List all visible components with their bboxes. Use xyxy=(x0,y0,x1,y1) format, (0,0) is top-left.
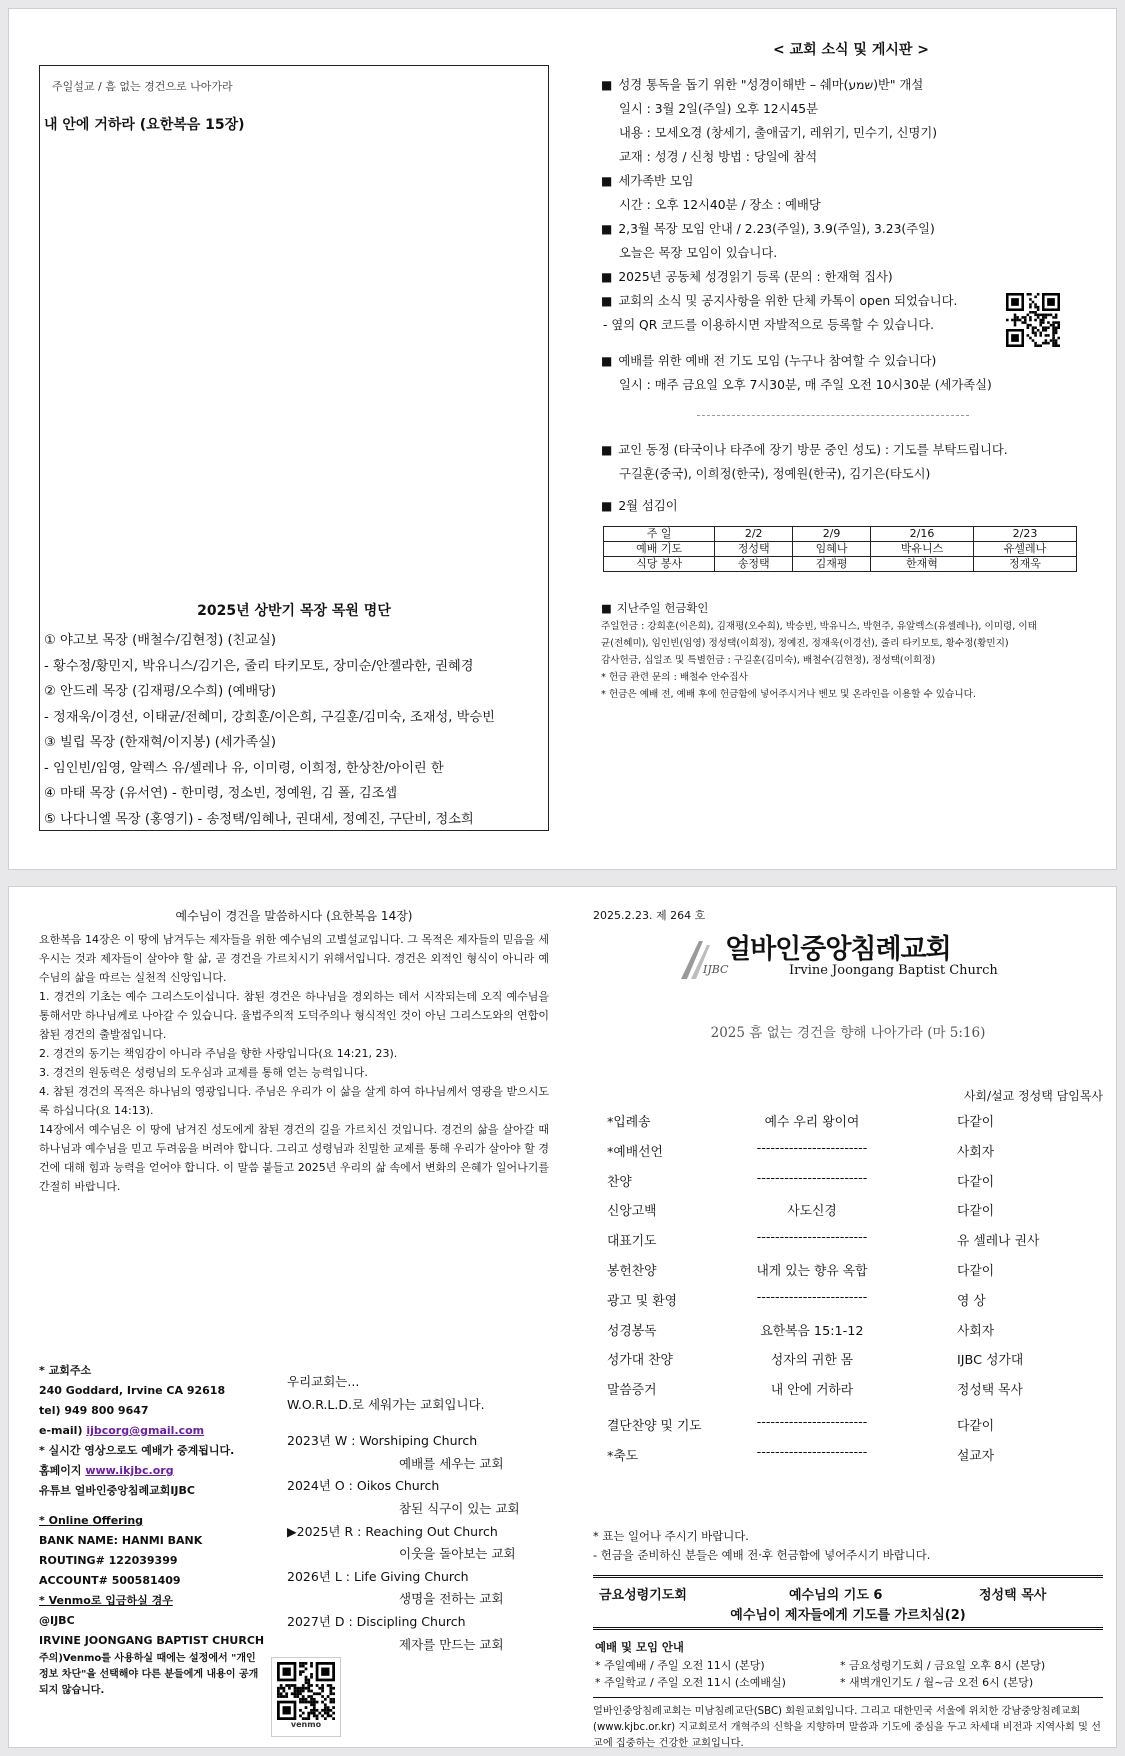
order-cell: *예배선언 xyxy=(607,1144,663,1160)
online-offering-label: * Online Offering xyxy=(39,1511,279,1531)
offering-lines xyxy=(601,618,1101,703)
serve-title: ■ 2월 섬김이 xyxy=(601,494,1101,518)
order-cell: 내게 있는 향유 옥합 xyxy=(756,1263,868,1279)
serve-row xyxy=(604,527,1077,542)
order-cell: 요한복음 15:1-12 xyxy=(760,1323,864,1339)
live-stream-note: * 실시간 영상으로도 예배가 중계됩니다. xyxy=(39,1441,279,1461)
prayer-series: 예수님의 기도 6 xyxy=(789,1588,883,1603)
address-label: * 교회주소 xyxy=(39,1361,279,1381)
order-cell: ------------------------ xyxy=(756,1170,868,1186)
order-cell: 다같이 xyxy=(957,1263,995,1279)
order-cell: 정성택 목사 xyxy=(957,1383,1023,1399)
serve-cell: 정성택 xyxy=(715,542,793,557)
news-item: ■ 2025년 공동체 성경읽기 등록 (문의 : 한재혁 집사) xyxy=(601,265,1101,289)
issue-number: 2025.2.23. 제 264 호 xyxy=(593,909,706,922)
column-title: 예수님이 경건을 말씀하시다 (요한복음 14장) xyxy=(175,909,413,923)
offering-title: ■ 지난주일 헌금확인 xyxy=(601,598,1101,618)
world-year: 2026년 L : Life Giving Church xyxy=(287,1568,469,1584)
serve-table xyxy=(603,526,1077,572)
worship-bulletin xyxy=(593,907,1103,1749)
schedule-item: * 주일학교 / 주일 오전 11시 (소예배실) xyxy=(595,1676,786,1689)
serve-cell: 한재혁 xyxy=(870,557,973,572)
order-row xyxy=(607,1290,1101,1320)
dashed-divider xyxy=(697,415,969,416)
order-row xyxy=(607,1171,1101,1201)
venmo-label: * Venmo로 입금하실 경우 xyxy=(39,1591,279,1611)
order-row xyxy=(607,1260,1101,1290)
youtube-channel: 유튜브 얼바인중앙침례교회IJBC xyxy=(39,1484,195,1497)
roster-line: ④ 마태 목장 (유서연) - 한미령, 정소빈, 정예원, 김 폴, 김조셉 xyxy=(44,786,398,801)
column-paragraph: 14장에서 예수님은 이 땅에 남겨진 성도에게 참된 경건의 길을 가르치신 것입니다. 경건의 삶을 살아갈 때 하나님과 예수님을 믿고 두려움을 버려야 합니다. 그리고 성령님과 친밀한 교제를 통해 우리가 살아야 할 경건에 대해 힘과 능력을 얻어야 합니다. 이 말씀 붙들고 2025년 우리의 삶 속에서 변화의 은혜가 일어나기를 간절히 바랍니다. xyxy=(39,1123,549,1193)
order-cell: 결단찬양 및 기도 xyxy=(607,1419,702,1435)
world-vision xyxy=(287,1371,547,1656)
order-cell: ------------------------ xyxy=(756,1444,868,1460)
news-item: 일시 : 3월 2일(주일) 오후 12시45분 xyxy=(619,102,819,116)
world-desc: 생명을 전하는 교회 xyxy=(399,1591,504,1607)
column-paragraph: 3. 경건의 원동력은 성령님의 도우심과 교제를 통해 얻는 능력입니다. xyxy=(39,1066,368,1079)
order-cell: 유 셀레나 권사 xyxy=(957,1234,1040,1250)
order-cell: ------------------------ xyxy=(756,1415,868,1431)
column-paragraph: 2. 경건의 동기는 책임감이 아니라 주님을 향한 사랑입니다(요 14:21, 23). xyxy=(39,1047,398,1060)
schedule xyxy=(595,1639,1103,1691)
yearly-theme: 2025 흠 없는 경건을 향해 나아가라 (마 5:16) xyxy=(710,1025,986,1041)
order-cell: 신앙고백 xyxy=(607,1204,657,1220)
prayer-subtitle: 예수님이 제자들에게 기도를 가르치심(2) xyxy=(730,1608,966,1623)
venmo-qr-label: venmo xyxy=(290,1720,322,1729)
order-cell: 광고 및 환영 xyxy=(607,1293,677,1309)
news-item: 내용 : 모세오경 (창세기, 출애굽기, 레위기, 민수기, 신명기) xyxy=(619,126,938,140)
news-item: 일시 : 매주 금요일 오후 7시30분, 매 주일 오전 10시30분 (세가족실) xyxy=(619,378,992,392)
order-cell: 예수 우리 왕이여 xyxy=(764,1115,860,1130)
world-items xyxy=(287,1430,547,1656)
news-item: 교재 : 성경 / 신청 방법 : 당일에 참석 xyxy=(619,150,818,164)
email-prefix: e-mail) xyxy=(39,1424,87,1437)
friday-prayer-box xyxy=(593,1575,1103,1630)
worship-note: * 표는 일어나 주시기 바랍니다. xyxy=(593,1529,749,1543)
order-row xyxy=(607,1320,1101,1350)
order-cell: ------------------------ xyxy=(756,1140,868,1156)
order-cell: 다같이 xyxy=(957,1174,995,1190)
homepage-link[interactable]: www.ikjbc.org xyxy=(85,1464,174,1477)
kakao-qr-code xyxy=(1006,293,1060,347)
roster-line: - 정재욱/이경선, 이태균/전혜미, 강희훈/이은희, 구길훈/김미숙, 조재성, 박승빈 xyxy=(44,709,495,725)
news-item: 오늘은 목장 모임이 있습니다. xyxy=(619,246,778,260)
bulletin-outer-page xyxy=(8,886,1117,1748)
column-paragraph: 4. 참된 경건의 목적은 하나님의 영광입니다. 주님은 우리가 이 삶을 살게 하여 하나님께서 영광을 받으시도록 하십니다(요 14:13). xyxy=(39,1085,549,1117)
order-cell: 봉헌찬양 xyxy=(607,1263,657,1279)
church-name-english: Irvine Joongang Baptist Church xyxy=(789,963,998,978)
roster-line: - 임인빈/임영, 알렉스 유/셀레나 유, 이미령, 이희정, 한상찬/아이린 한 xyxy=(44,760,444,776)
pastor-column xyxy=(39,907,549,1196)
news-item: 구길훈(중국), 이희정(한국), 정예원(한국), 김기은(타도시) xyxy=(619,467,931,481)
order-row xyxy=(607,1141,1101,1171)
offering-line: 균(전혜미), 임인빈(임영) 정성택(이희정), 정예진, 정재욱(이경선), 줄리 타키모토, 황수정(황민지) xyxy=(601,638,1009,649)
order-cell: *입례송 xyxy=(607,1115,651,1130)
serve-cell: 2/16 xyxy=(870,527,973,542)
order-row xyxy=(607,1379,1101,1415)
routing-number: ROUTING# 122039399 xyxy=(39,1554,178,1567)
world-desc: 이웃을 돌아보는 교회 xyxy=(399,1546,516,1562)
column-paragraph: 1. 경건의 기초는 예수 그리스도이십니다. 참된 경건은 하나님을 경외하는 데서 시작되는데 오직 예수님을 통해서만 하나님께로 나아갈 수 있습니다. 율법주의적 도덕주의나 형식적인 것이 아닌 그리스도와의 연합이 참된 경건의 출발점입니다. xyxy=(39,990,549,1041)
venmo-qr-card xyxy=(271,1657,341,1737)
email-link[interactable]: ijbcorg@gmail.com xyxy=(86,1424,205,1437)
serve-cell: 김재평 xyxy=(793,557,871,572)
order-row xyxy=(607,1200,1101,1230)
church-description: 얼바인중앙침례교회는 미남침례교단(SBC) 회원교회입니다. 그리고 대한민국 서울에 위치한 강남중앙침례교회(www.kjbc.or.kr) 지교회로서 개혁주의 신학을 지향하며 말씀과 기도에 중심을 두고 차세대 비전과 지역사회 및 선교에 집중하는 건강한 교회입니다. xyxy=(593,1697,1103,1752)
telephone: tel) 949 800 9647 xyxy=(39,1404,149,1417)
serve-row xyxy=(604,557,1077,572)
bank-name: BANK NAME: HANMI BANK xyxy=(39,1534,203,1547)
news-item: 시간 : 오후 12시40분 / 장소 : 예배당 xyxy=(619,198,821,212)
church-name-korean: 얼바인중앙침례교회 xyxy=(725,934,951,965)
worship-note: - 헌금을 준비하신 분들은 예배 전·후 헌금함에 넣어주시기 바랍니다. xyxy=(593,1548,931,1562)
worship-notes xyxy=(593,1527,930,1565)
order-cell: ------------------------ xyxy=(756,1230,868,1246)
order-cell: 다같이 xyxy=(957,1204,995,1220)
schedule-title: 예배 및 모임 안내 xyxy=(595,1640,684,1654)
news-block-2 xyxy=(601,349,1101,397)
order-row xyxy=(607,1445,1101,1475)
order-cell: 성가대 찬양 xyxy=(607,1353,673,1369)
order-cell: 내 안에 거하라 xyxy=(770,1383,854,1399)
serve-cell: 임혜나 xyxy=(793,542,871,557)
account-number: ACCOUNT# 500581409 xyxy=(39,1574,181,1587)
bulletin-inner-page xyxy=(8,8,1117,870)
column-paragraph: 요한복음 14장은 이 땅에 남겨두는 제자들을 위한 예수님의 고별설교입니다. 그 목적은 제자들의 믿음을 세우시는 것과 제자들이 살아야 할 삶, 곧 경건을 가르치시기 위해서입니다. 경건은 외적인 형식이 아니라 예수님의 삶을 따르는 실천적 신앙입니다. xyxy=(39,933,549,984)
world-desc: 제자를 만드는 교회 xyxy=(399,1636,504,1652)
email-row xyxy=(39,1421,279,1441)
world-year: 2027년 D : Discipling Church xyxy=(287,1613,466,1629)
serve-cell: 2/2 xyxy=(715,527,793,542)
venmo-note: 주의)Venmo를 사용하실 때에는 설정에서 "개인정보 차단"을 선택해야 다른 분들에게 내용이 공개되지 않습니다. xyxy=(39,1653,259,1696)
order-cell: 사도신경 xyxy=(787,1204,837,1220)
world-year: 2024년 O : Oikos Church xyxy=(287,1478,440,1494)
venmo-qr-code xyxy=(277,1662,335,1720)
news-title: < 교회 소식 및 게시판 > xyxy=(772,42,930,58)
sermon-notes-title: 내 안에 거하라 (요한복음 15장) xyxy=(44,117,245,133)
venmo-name: IRVINE JOONGANG BAPTIST CHURCH xyxy=(39,1634,265,1647)
offering-line: * 헌금은 예배 전, 예배 후에 헌금함에 넣어주시거나 벤모 및 온라인을 이용할 수 있습니다. xyxy=(601,689,976,700)
homepage-prefix: 홈페이지 xyxy=(39,1464,86,1477)
serve-cell: 박유니스 xyxy=(870,542,973,557)
serve-cell: 예배 기도 xyxy=(604,542,715,557)
schedule-item: * 주일예배 / 주일 오전 11시 (본당) xyxy=(595,1659,765,1672)
order-cell: 사회자 xyxy=(957,1323,995,1339)
news-item: - 옆의 QR 코드를 이용하시면 자발적으로 등록할 수 있습니다. xyxy=(603,318,935,332)
order-cell: 말씀증거 xyxy=(607,1383,657,1399)
news-item: ■ 성경 통독을 돕기 위한 "성경이해반 – 쉐마(שמע)반" 개설 xyxy=(601,73,1101,97)
news-block-3 xyxy=(601,438,1101,486)
order-cell: 대표기도 xyxy=(607,1234,657,1250)
world-intro: W.O.R.L.D.로 세워가는 교회입니다. xyxy=(287,1396,485,1412)
roster-line: ② 안드레 목장 (김재평/오수희) (예배당) xyxy=(44,684,276,699)
order-cell: 설교자 xyxy=(957,1448,995,1464)
news-item: ■ 2,3월 목장 모임 안내 / 2.23(주일), 3.9(주일), 3.23(주일) xyxy=(601,217,1101,241)
prayer-label: 금요성령기도회 xyxy=(599,1588,687,1603)
church-logo xyxy=(677,927,1007,989)
order-row xyxy=(607,1415,1101,1445)
sermon-series: 주일설교 / 흠 없는 경건으로 나아가라 xyxy=(52,80,233,93)
order-cell: 다같이 xyxy=(957,1115,995,1130)
offering-line: * 헌금 관련 문의 : 배철수 안수집사 xyxy=(601,672,748,683)
sermon-notes-box xyxy=(39,65,549,831)
order-cell: 사회자 xyxy=(957,1144,995,1160)
roster-line: - 황수정/황민지, 박유니스/김기은, 줄리 타키모토, 장미순/안젤라한, 권혜경 xyxy=(44,658,474,674)
news-item: ■ 교회의 소식 및 공지사항을 위한 단체 카톡이 open 되었습니다. xyxy=(601,289,1101,313)
roster-line: ⑤ 나다니엘 목장 (홍영기) - 송정택/임혜나, 권대세, 정예진, 구단비, 정소희 xyxy=(44,811,474,827)
schedule-item: * 새벽개인기도 / 월~금 오전 6시 (본당) xyxy=(840,1676,1034,1689)
world-desc: 참된 식구이 있는 교회 xyxy=(399,1500,520,1516)
world-year: 2023년 W : Worshiping Church xyxy=(287,1433,478,1449)
address: 240 Goddard, Irvine CA 92618 xyxy=(39,1384,226,1397)
world-year: ▶2025년 R : Reaching Out Church xyxy=(287,1523,498,1539)
news-board xyxy=(601,39,1101,703)
venmo-id: @IJBC xyxy=(39,1614,75,1627)
order-cell: IJBC 성가대 xyxy=(957,1353,1024,1369)
serve-cell: 송정택 xyxy=(715,557,793,572)
order-cell: 성자의 귀한 몸 xyxy=(770,1353,854,1369)
order-row xyxy=(607,1349,1101,1379)
serve-cell: 유셀레나 xyxy=(973,542,1076,557)
news-item: ■ 교인 동정 (타국이나 타주에 장기 방문 중인 성도) : 기도를 부탁드립니다. xyxy=(601,438,1101,462)
roster-line: ① 야고보 목장 (배철수/김현정) (친교실) xyxy=(44,633,276,648)
serve-cell: 2/23 xyxy=(973,527,1076,542)
serve-cell: 주 일 xyxy=(604,527,715,542)
serve-cell: 정재욱 xyxy=(973,557,1076,572)
homepage-row xyxy=(39,1461,279,1481)
serve-cell: 식당 봉사 xyxy=(604,557,715,572)
serve-row xyxy=(604,542,1077,557)
news-item: ■ 예배를 위한 예배 전 기도 모임 (누구나 참여할 수 있습니다) xyxy=(601,349,1101,373)
offering-line: 감사헌금, 십일조 및 특별헌금 : 구길훈(김미숙), 배철수(김현정), 정성택(이희정) xyxy=(601,655,936,666)
news-item: ■ 세가족반 모임 xyxy=(601,169,1101,193)
order-row xyxy=(607,1111,1101,1141)
roster-line: ③ 빌립 목장 (한재혁/이지봉) (세가족실) xyxy=(44,735,276,750)
church-info xyxy=(39,1361,279,1699)
order-row xyxy=(607,1230,1101,1260)
order-cell: 성경봉독 xyxy=(607,1323,657,1339)
prayer-speaker: 정성택 목사 xyxy=(979,1588,1047,1603)
order-of-worship xyxy=(607,1111,1101,1475)
order-cell: *축도 xyxy=(607,1448,639,1464)
world-desc: 예배를 세우는 교회 xyxy=(399,1455,504,1471)
world-intro: 우리교회는... xyxy=(287,1374,360,1389)
order-cell: ------------------------ xyxy=(756,1289,868,1305)
order-cell: 다같이 xyxy=(957,1419,995,1435)
order-cell: 영 상 xyxy=(957,1293,986,1309)
offering-line: 주일헌금 : 강희훈(이은희), 김재평(오수희), 박승빈, 박유니스, 박현주, 유알렉스(유셀레나), 이미령, 이태 xyxy=(601,621,1037,632)
serve-cell: 2/9 xyxy=(793,527,871,542)
schedule-item: * 금요성령기도회 / 금요일 오후 8시 (본당) xyxy=(840,1659,1046,1672)
order-cell: 찬양 xyxy=(607,1174,632,1190)
presider: 사회/설교 정성택 담임목사 xyxy=(963,1089,1103,1103)
roster-title: 2025년 상반기 목장 목원 명단 xyxy=(197,603,391,619)
svg-text:IJBC: IJBC xyxy=(703,963,729,976)
roster-list xyxy=(44,628,544,832)
